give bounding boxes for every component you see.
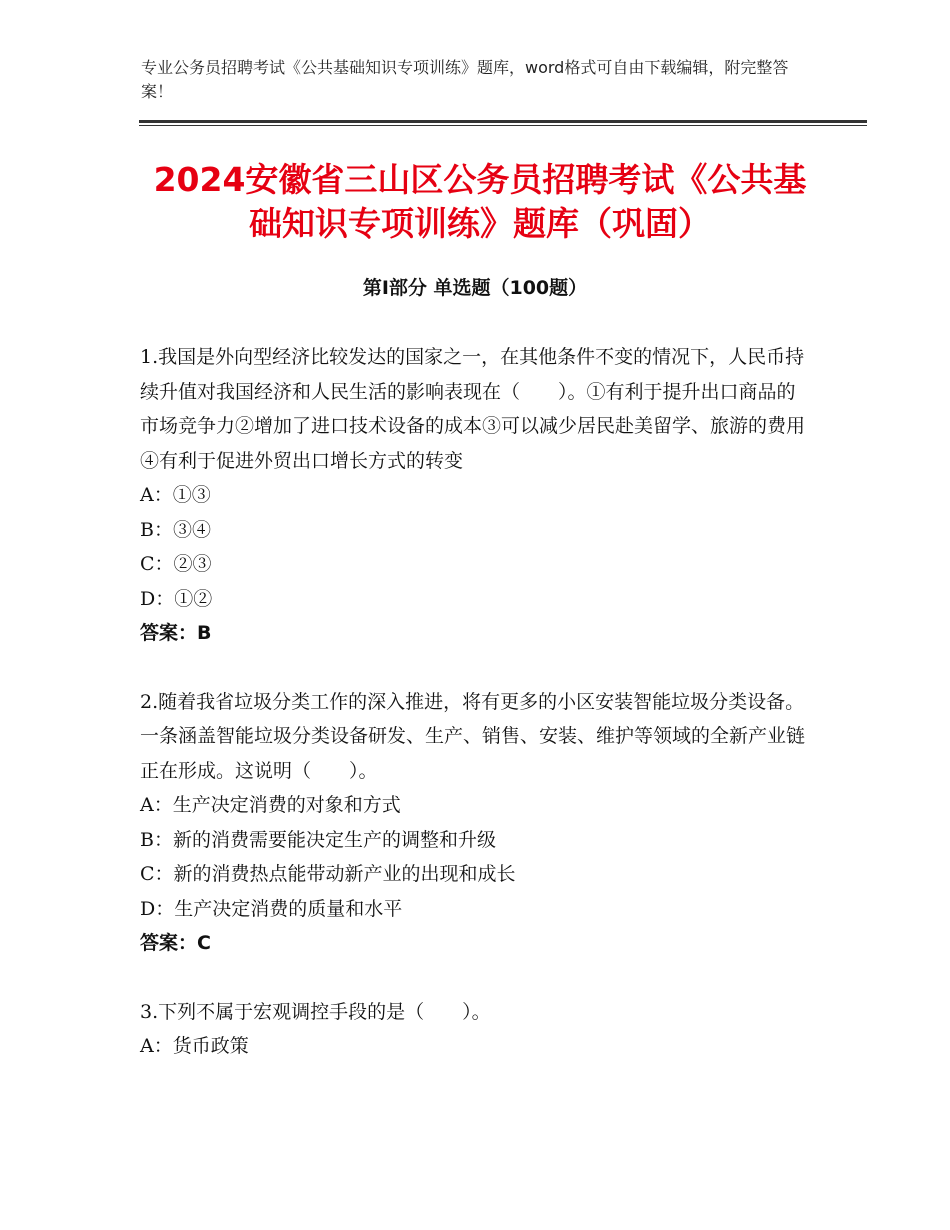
header-note: 专业公务员招聘考试《公共基础知识专项训练》题库，word格式可自由下载编辑，附完整答案！ bbox=[141, 58, 789, 101]
option-c: C：新的消费热点能带动新产业的出现和成长 bbox=[140, 863, 516, 885]
answer: 答案：C bbox=[140, 932, 211, 954]
question-2 bbox=[140, 685, 805, 961]
section-heading: 第Ⅰ部分 单选题（100题） bbox=[362, 277, 588, 299]
option-a: A：①③ bbox=[140, 484, 211, 506]
question-stem: 2.随着我省垃圾分类工作的深入推进，将有更多的小区安装智能垃圾分类设备。一条涵盖智能垃圾分类设备研发、生产、销售、安装、维护等领域的全新产业链正在形成。这说明（ ）。 bbox=[140, 690, 806, 782]
option-b: B：③④ bbox=[140, 518, 211, 541]
question-1 bbox=[140, 340, 805, 651]
question-3 bbox=[140, 995, 805, 1064]
question-stem: 3.下列不属于宏观调控手段的是（ ）。 bbox=[140, 1000, 491, 1023]
option-c: C：②③ bbox=[140, 553, 212, 575]
answer: 答案：B bbox=[140, 622, 212, 644]
option-a: A：货币政策 bbox=[140, 1035, 249, 1057]
option-d: D：生产决定消费的质量和水平 bbox=[140, 897, 403, 920]
question-list bbox=[140, 340, 805, 1098]
option-d: D：①② bbox=[140, 587, 213, 610]
option-b: B：新的消费需要能决定生产的调整和升级 bbox=[140, 828, 496, 851]
question-stem: 1.我国是外向型经济比较发达的国家之一，在其他条件不变的情况下，人民币持续升值对我国经济和人民生活的影响表现在（ ）。①有利于提升出口商品的市场竞争力②增加了进口技术设备的成本③可以减少居民赴美留学、旅游的费用④有利于促进外贸出口增长方式的转变 bbox=[140, 346, 806, 472]
option-a: A：生产决定消费的对象和方式 bbox=[140, 794, 401, 816]
header-divider bbox=[139, 120, 867, 126]
document-title: 2024安徽省三山区公务员招聘考试《公共基础知识专项训练》题库（巩固） bbox=[153, 160, 807, 243]
